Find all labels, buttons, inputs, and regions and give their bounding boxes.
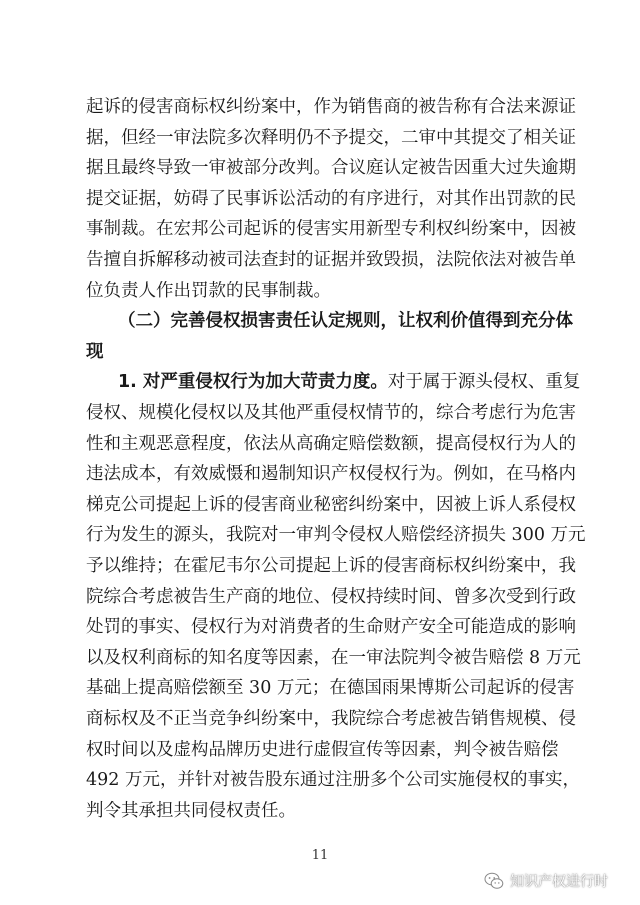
body-line-4: 提交证据，妨碍了民事诉讼活动的有序进行，对其作出罚款的民 bbox=[86, 188, 576, 209]
watermark bbox=[484, 868, 608, 894]
body-line-5: 事制裁。在宏邦公司起诉的侵害实用新型专利权纠纷案中，因被 bbox=[86, 219, 576, 240]
p2-line-11: 商标权及不正当竞争纠纷案中，我院综合考虑被告销售规模、侵 bbox=[86, 709, 576, 729]
p2-line-12: 权时间以及虚构品牌历史进行虚假宣传等因素，判令被告赔偿 bbox=[86, 739, 559, 760]
p2-line-2: 性和主观恶意程度，依法从高确定赔偿数额，提高侵权行为人的 bbox=[86, 433, 576, 454]
p2-line-13: 492 万元，并针对被告股东通过注册多个公司实施侵权的事实， bbox=[86, 770, 580, 791]
watermark-text: 知识产权进行时 bbox=[510, 874, 608, 890]
body-line-6: 告擅自拆解移动被司法查封的证据并致毁损，法院依法对被告单 bbox=[86, 250, 576, 270]
p2-line-14: 判令其承担共同侵权责任。 bbox=[86, 800, 296, 821]
body-line-7: 位负责人作出罚款的民事制裁。 bbox=[86, 280, 331, 301]
p2-line-1: 侵权、规模化侵权以及其他严重侵权情节的，综合考虑行为危害 bbox=[86, 403, 576, 423]
p2-line-5: 行为发生的源头，我院对一审判令侵权人赔偿经济损失 300 万元 bbox=[86, 525, 586, 546]
p2-line-10: 基础上提高赔偿额至 30 万元；在德国雨果博斯公司起诉的侵害 bbox=[86, 678, 575, 699]
wechat-icon bbox=[484, 871, 504, 891]
p2-line-3: 违法成本，有效威慑和遏制知识产权侵权行为。例如，在马格内 bbox=[86, 464, 576, 485]
paragraph2-first-line bbox=[118, 367, 581, 398]
paragraph2-lead: 1. 对严重侵权行为加大苛责力度。 bbox=[118, 372, 388, 393]
p2-line-4: 梯克公司提起上诉的侵害商业秘密纠纷案中，因被上诉人系侵权 bbox=[86, 494, 576, 515]
section-heading-line-2: 现 bbox=[86, 341, 104, 362]
p2-line-6: 予以维持；在霍尼韦尔公司提起上诉的侵害商标权纠纷案中，我 bbox=[86, 556, 576, 576]
section-heading-line-1: （二）完善侵权损害责任认定规则，让权利价值得到充分体 bbox=[118, 311, 573, 332]
body-line-2: 据，但经一审法院多次释明仍不予提交，二审中其提交了相关证 bbox=[86, 127, 576, 148]
paragraph2-first-line-rest: 对于属于源头侵权、重复 bbox=[387, 372, 581, 393]
p2-line-7: 院综合考虑被告生产商的地位、侵权持续时间、曾多次受到行政 bbox=[86, 586, 576, 607]
page-number: 11 bbox=[311, 848, 329, 863]
body-line-1: 起诉的侵害商标权纠纷案中，作为销售商的被告称有合法来源证 bbox=[86, 97, 576, 117]
body-line-3: 据且最终导致一审被部分改判。合议庭认定被告因重大过失逾期 bbox=[86, 158, 576, 179]
p2-line-9: 以及权利商标的知名度等因素，在一审法院判令被告赔偿 8 万元 bbox=[86, 647, 581, 668]
p2-line-8: 处罚的事实、侵权行为对消费者的生命财产安全可能造成的影响 bbox=[86, 617, 576, 638]
